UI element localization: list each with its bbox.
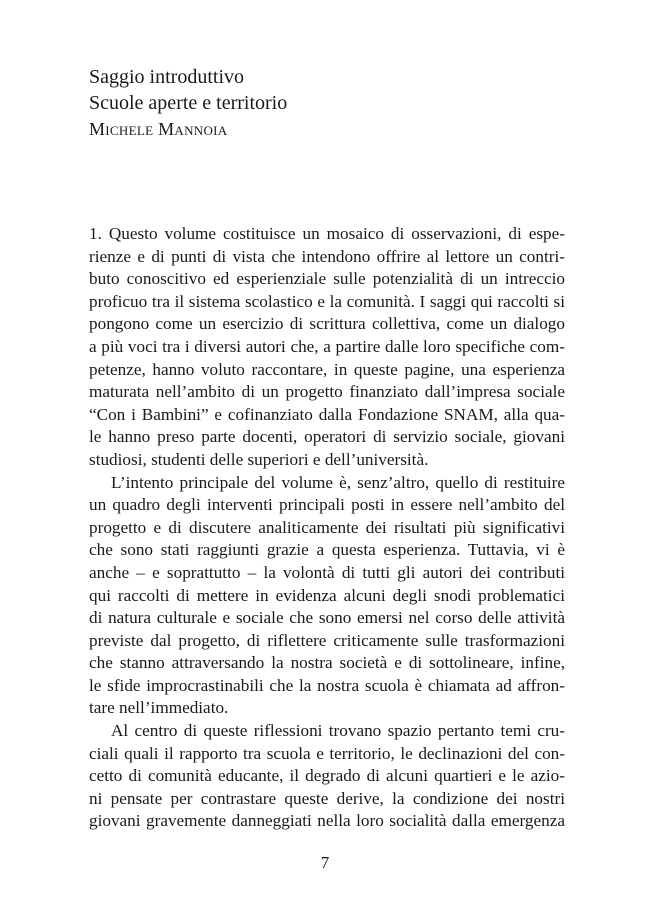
text-line: un quadro degli interventi principali posti in essere nell’ambito del xyxy=(89,495,565,515)
text-line: a più voci tra i diversi autori che, a partire dalle loro specifiche com- xyxy=(89,336,565,356)
text-line: le sfide improcrastinabili che la nostra scuola è chiamata ad affron- xyxy=(89,675,565,695)
text-line: previste dal progetto, di riflettere criticamente sulle trasformazioni xyxy=(89,630,565,650)
text-line: “Con i Bambini” e cofinanziato dalla Fondazione SNAM, alla qua- xyxy=(89,404,565,424)
body-text xyxy=(89,223,565,833)
text-line: cetto di comunità educante, il degrado di alcuni quartieri e le azio- xyxy=(89,766,565,786)
text-line: qui raccolti di mettere in evidenza alcuni degli snodi problematici xyxy=(89,585,565,605)
text-line: buto conoscitivo ed esperienziale sulle potenzialità di un intreccio xyxy=(89,269,565,289)
text-line: tare nell’immediato. xyxy=(89,698,229,718)
text-line: le hanno preso parte docenti, operatori di servizio sociale, giovani xyxy=(89,427,565,447)
text-line: pongono come un esercizio di scrittura collettiva, come un dialogo xyxy=(89,314,565,334)
text-line: che stanno attraversando la nostra società e di sottolineare, infine, xyxy=(89,653,565,673)
text-line: maturata nell’ambito di un progetto finanziato dall’impresa sociale xyxy=(89,382,565,402)
chapter-header xyxy=(89,64,569,142)
text-line: ciali quali il rapporto tra scuola e territorio, le declinazioni del con- xyxy=(89,743,565,763)
text-line: anche – e soprattutto – la volontà di tutti gli autori dei contributi xyxy=(89,562,565,582)
page-number: 7 xyxy=(320,853,330,872)
text-line: studiosi, studenti delle superiori e dell’università. xyxy=(89,449,429,469)
paragraph-3 xyxy=(89,720,565,833)
text-line: 1. Questo volume costituisce un mosaico di osservazioni, di espe- xyxy=(89,224,565,243)
text-line: giovani gravemente danneggiati nella loro socialità dalla emergenza xyxy=(89,811,565,831)
text-line: rienze e di punti di vista che intendono offrire al lettore un contri- xyxy=(89,246,565,266)
text-line: proficuo tra il sistema scolastico e la comunità. I saggi qui raccolti si xyxy=(89,291,565,311)
paragraph-1 xyxy=(89,223,565,472)
text-line: L’intento principale del volume è, senz’altro, quello di restituire xyxy=(111,472,565,492)
chapter-title-line-2: Scuole aperte e territorio xyxy=(89,92,288,114)
chapter-author: Michele Mannoia xyxy=(89,119,228,139)
text-line: petenze, hanno voluto raccontare, in queste pagine, una esperienza xyxy=(89,359,565,379)
paragraph-2 xyxy=(89,472,565,721)
text-line: che sono stati raggiunti grazie a questa esperienza. Tuttavia, vi è xyxy=(89,540,565,560)
text-line: Al centro di queste riflessioni trovano spazio pertanto temi cru- xyxy=(111,721,565,741)
text-line: di natura culturale e sociale che sono emersi nel corso delle attività xyxy=(89,608,565,628)
chapter-title-line-1: Saggio introduttivo xyxy=(89,66,244,88)
text-line: progetto e di discutere analiticamente dei risultati più significativi xyxy=(89,517,565,537)
text-line: ni pensate per contrastare queste derive, la condizione dei nostri xyxy=(89,788,565,808)
